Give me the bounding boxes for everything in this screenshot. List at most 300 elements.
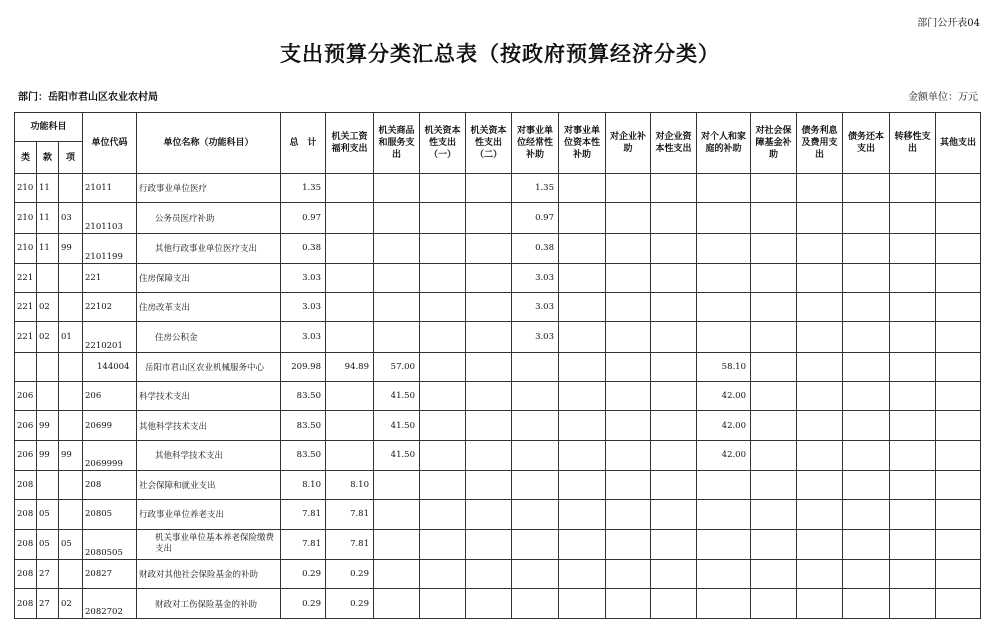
- cell-c3: [420, 500, 466, 529]
- cell-c9: [697, 559, 751, 588]
- table-row: [15, 500, 981, 529]
- cell-c3: [420, 233, 466, 263]
- cell-c4: [466, 470, 512, 499]
- cell-c7: [606, 322, 651, 352]
- cell-c10: [751, 589, 797, 619]
- cell-c4: [466, 411, 512, 440]
- cell-total: 83.50: [281, 382, 326, 411]
- cell-c10: [751, 470, 797, 499]
- cell-c6: [559, 352, 606, 381]
- cell-c12: [843, 589, 890, 619]
- header-c9: 对个人和家庭的补助: [697, 113, 751, 174]
- cell-c1: 8.10: [326, 470, 374, 499]
- cell-c12: [843, 470, 890, 499]
- cell-code: 2069999: [83, 440, 137, 470]
- cell-c2: [374, 589, 420, 619]
- cell-name: 科学技术支出: [137, 382, 281, 411]
- cell-total: 1.35: [281, 174, 326, 203]
- cell-lei: 210: [15, 233, 37, 263]
- cell-lei: 206: [15, 411, 37, 440]
- cell-c14: [936, 382, 981, 411]
- cell-c14: [936, 322, 981, 352]
- cell-lei: 206: [15, 382, 37, 411]
- table-row: [15, 263, 981, 292]
- cell-code: 22102: [83, 293, 137, 322]
- cell-c6: [559, 263, 606, 292]
- cell-c8: [651, 440, 697, 470]
- cell-total: 0.29: [281, 589, 326, 619]
- cell-c4: [466, 352, 512, 381]
- cell-c7: [606, 411, 651, 440]
- cell-code: 2210201: [83, 322, 137, 352]
- table-row: [15, 203, 981, 233]
- cell-c7: [606, 440, 651, 470]
- cell-c12: [843, 203, 890, 233]
- cell-code: 221: [83, 263, 137, 292]
- cell-c14: [936, 293, 981, 322]
- cell-c11: [797, 174, 843, 203]
- cell-kuan: 02: [37, 322, 59, 352]
- cell-c8: [651, 352, 697, 381]
- cell-c8: [651, 589, 697, 619]
- cell-c12: [843, 500, 890, 529]
- cell-c12: [843, 352, 890, 381]
- cell-lei: [15, 352, 37, 381]
- cell-name: 住房公积金: [137, 322, 281, 352]
- cell-code: 208: [83, 470, 137, 499]
- header-lei: 类: [15, 142, 37, 174]
- header-xiang: 项: [59, 142, 83, 174]
- cell-c12: [843, 174, 890, 203]
- cell-c4: [466, 559, 512, 588]
- cell-kuan: 27: [37, 589, 59, 619]
- cell-xiang: [59, 559, 83, 588]
- cell-c3: [420, 263, 466, 292]
- cell-c12: [843, 529, 890, 559]
- cell-c9: [697, 500, 751, 529]
- cell-c12: [843, 411, 890, 440]
- cell-name: 财政对其他社会保险基金的补助: [137, 559, 281, 588]
- header-function-group: 功能科目: [15, 113, 83, 142]
- cell-c1: [326, 440, 374, 470]
- cell-c9: [697, 263, 751, 292]
- cell-lei: 208: [15, 470, 37, 499]
- cell-c6: [559, 559, 606, 588]
- cell-c11: [797, 322, 843, 352]
- cell-c7: [606, 559, 651, 588]
- cell-c6: [559, 470, 606, 499]
- cell-c1: [326, 382, 374, 411]
- form-number: 部门公开表04: [917, 18, 980, 29]
- cell-c14: [936, 203, 981, 233]
- cell-c5: [512, 440, 559, 470]
- cell-total: 3.03: [281, 263, 326, 292]
- header-unit-name: 单位名称（功能科目）: [137, 113, 281, 174]
- cell-c12: [843, 382, 890, 411]
- cell-c2: 57.00: [374, 352, 420, 381]
- header-total: 总 计: [281, 113, 326, 174]
- cell-c10: [751, 174, 797, 203]
- table-row: [15, 589, 981, 619]
- cell-xiang: [59, 293, 83, 322]
- cell-c7: [606, 500, 651, 529]
- header-c3: 机关资本性支出（一）: [420, 113, 466, 174]
- page-title: 支出预算分类汇总表（按政府预算经济分类）: [280, 41, 720, 66]
- cell-c6: [559, 322, 606, 352]
- header-c14: 其他支出: [936, 113, 981, 174]
- header-c5: 对事业单位经常性补助: [512, 113, 559, 174]
- cell-c1: 7.81: [326, 500, 374, 529]
- cell-c2: [374, 470, 420, 499]
- cell-code: 2082702: [83, 589, 137, 619]
- cell-name: 机关事业单位基本养老保险缴费支出: [137, 529, 281, 559]
- cell-code: 20699: [83, 411, 137, 440]
- cell-c14: [936, 411, 981, 440]
- cell-kuan: 11: [37, 233, 59, 263]
- cell-c3: [420, 559, 466, 588]
- cell-c13: [890, 382, 936, 411]
- cell-total: 7.81: [281, 500, 326, 529]
- cell-code: 2080505: [83, 529, 137, 559]
- cell-c10: [751, 529, 797, 559]
- header-c10: 对社会保障基金补助: [751, 113, 797, 174]
- table-row: [15, 382, 981, 411]
- cell-c7: [606, 470, 651, 499]
- cell-c13: [890, 529, 936, 559]
- cell-c1: 0.29: [326, 559, 374, 588]
- cell-c3: [420, 174, 466, 203]
- cell-c11: [797, 411, 843, 440]
- cell-c7: [606, 352, 651, 381]
- cell-c7: [606, 293, 651, 322]
- table-row: [15, 233, 981, 263]
- cell-c4: [466, 233, 512, 263]
- cell-c2: [374, 293, 420, 322]
- cell-c13: [890, 440, 936, 470]
- cell-c11: [797, 559, 843, 588]
- cell-c10: [751, 559, 797, 588]
- header-c7: 对企业补助: [606, 113, 651, 174]
- cell-total: 3.03: [281, 293, 326, 322]
- cell-c1: [326, 203, 374, 233]
- cell-c11: [797, 293, 843, 322]
- header-c13: 转移性支出: [890, 113, 936, 174]
- cell-c6: [559, 203, 606, 233]
- cell-c8: [651, 411, 697, 440]
- cell-c2: [374, 233, 420, 263]
- cell-c2: [374, 174, 420, 203]
- cell-c14: [936, 589, 981, 619]
- cell-c8: [651, 529, 697, 559]
- cell-c2: 41.50: [374, 411, 420, 440]
- cell-c4: [466, 589, 512, 619]
- cell-c11: [797, 263, 843, 292]
- cell-c11: [797, 382, 843, 411]
- cell-lei: 208: [15, 589, 37, 619]
- header-c6: 对事业单位资本性补助: [559, 113, 606, 174]
- cell-lei: 221: [15, 322, 37, 352]
- cell-c6: [559, 529, 606, 559]
- cell-lei: 221: [15, 263, 37, 292]
- cell-c9: 42.00: [697, 440, 751, 470]
- cell-c11: [797, 500, 843, 529]
- cell-total: 83.50: [281, 440, 326, 470]
- cell-code: 21011: [83, 174, 137, 203]
- cell-c6: [559, 233, 606, 263]
- cell-c8: [651, 382, 697, 411]
- header-c2: 机关商品和服务支出: [374, 113, 420, 174]
- cell-c3: [420, 411, 466, 440]
- cell-c13: [890, 589, 936, 619]
- cell-kuan: 02: [37, 293, 59, 322]
- cell-c8: [651, 500, 697, 529]
- cell-c11: [797, 203, 843, 233]
- cell-c7: [606, 263, 651, 292]
- cell-c1: [326, 322, 374, 352]
- cell-kuan: 05: [37, 500, 59, 529]
- cell-name: 行政事业单位医疗: [137, 174, 281, 203]
- cell-c12: [843, 293, 890, 322]
- cell-c14: [936, 440, 981, 470]
- cell-kuan: 27: [37, 559, 59, 588]
- cell-c4: [466, 174, 512, 203]
- cell-xiang: [59, 382, 83, 411]
- cell-c2: 41.50: [374, 440, 420, 470]
- cell-c14: [936, 529, 981, 559]
- cell-c6: [559, 382, 606, 411]
- cell-c2: [374, 559, 420, 588]
- cell-kuan: [37, 470, 59, 499]
- cell-c11: [797, 352, 843, 381]
- cell-c8: [651, 322, 697, 352]
- cell-c3: [420, 470, 466, 499]
- cell-c5: [512, 382, 559, 411]
- cell-c3: [420, 203, 466, 233]
- cell-c12: [843, 233, 890, 263]
- cell-c14: [936, 233, 981, 263]
- cell-code: 2101103: [83, 203, 137, 233]
- cell-c5: [512, 529, 559, 559]
- cell-c1: [326, 263, 374, 292]
- cell-c10: [751, 352, 797, 381]
- table-row: [15, 322, 981, 352]
- cell-kuan: 11: [37, 174, 59, 203]
- cell-c3: [420, 382, 466, 411]
- cell-c9: [697, 529, 751, 559]
- cell-c9: [697, 203, 751, 233]
- cell-xiang: 01: [59, 322, 83, 352]
- cell-c11: [797, 589, 843, 619]
- table-row: [15, 559, 981, 588]
- cell-c10: [751, 322, 797, 352]
- cell-xiang: [59, 470, 83, 499]
- cell-c5: 0.38: [512, 233, 559, 263]
- cell-c3: [420, 293, 466, 322]
- cell-c2: [374, 322, 420, 352]
- cell-total: 7.81: [281, 529, 326, 559]
- cell-c8: [651, 174, 697, 203]
- cell-c14: [936, 174, 981, 203]
- cell-xiang: 99: [59, 233, 83, 263]
- cell-c13: [890, 559, 936, 588]
- cell-c6: [559, 411, 606, 440]
- cell-code: 206: [83, 382, 137, 411]
- cell-c13: [890, 322, 936, 352]
- cell-c13: [890, 263, 936, 292]
- cell-c1: 0.29: [326, 589, 374, 619]
- cell-c4: [466, 293, 512, 322]
- cell-name: 住房保障支出: [137, 263, 281, 292]
- cell-c14: [936, 352, 981, 381]
- cell-lei: 210: [15, 174, 37, 203]
- cell-c1: [326, 174, 374, 203]
- table-row: [15, 352, 981, 381]
- cell-lei: 206: [15, 440, 37, 470]
- cell-c5: 3.03: [512, 293, 559, 322]
- cell-name: 岳阳市君山区农业机械服务中心: [137, 352, 281, 381]
- cell-c12: [843, 440, 890, 470]
- cell-total: 0.29: [281, 559, 326, 588]
- cell-c10: [751, 293, 797, 322]
- cell-c8: [651, 293, 697, 322]
- cell-c7: [606, 529, 651, 559]
- cell-lei: 208: [15, 500, 37, 529]
- cell-c7: [606, 174, 651, 203]
- cell-total: 209.98: [281, 352, 326, 381]
- cell-c13: [890, 233, 936, 263]
- header-c11: 债务利息及费用支出: [797, 113, 843, 174]
- cell-c9: [697, 470, 751, 499]
- cell-c4: [466, 203, 512, 233]
- cell-c5: 1.35: [512, 174, 559, 203]
- cell-c5: [512, 500, 559, 529]
- cell-c14: [936, 263, 981, 292]
- cell-xiang: [59, 500, 83, 529]
- cell-kuan: [37, 382, 59, 411]
- cell-c4: [466, 529, 512, 559]
- cell-c4: [466, 440, 512, 470]
- cell-c8: [651, 233, 697, 263]
- cell-total: 83.50: [281, 411, 326, 440]
- cell-c7: [606, 203, 651, 233]
- cell-total: 0.97: [281, 203, 326, 233]
- cell-c2: [374, 203, 420, 233]
- cell-xiang: 05: [59, 529, 83, 559]
- cell-total: 3.03: [281, 322, 326, 352]
- cell-code: 20827: [83, 559, 137, 588]
- cell-xiang: [59, 352, 83, 381]
- cell-c13: [890, 470, 936, 499]
- cell-c1: 94.89: [326, 352, 374, 381]
- cell-c2: [374, 529, 420, 559]
- cell-c10: [751, 263, 797, 292]
- cell-c13: [890, 411, 936, 440]
- cell-c10: [751, 233, 797, 263]
- cell-c10: [751, 440, 797, 470]
- budget-table: [14, 112, 981, 619]
- header-unit-code: 单位代码: [83, 113, 137, 174]
- cell-lei: 210: [15, 203, 37, 233]
- cell-name: 其他行政事业单位医疗支出: [137, 233, 281, 263]
- cell-xiang: 99: [59, 440, 83, 470]
- cell-c14: [936, 559, 981, 588]
- cell-c3: [420, 589, 466, 619]
- cell-xiang: 02: [59, 589, 83, 619]
- cell-c4: [466, 382, 512, 411]
- header-c4: 机关资本性支出（二）: [466, 113, 512, 174]
- cell-c8: [651, 559, 697, 588]
- cell-c9: 58.10: [697, 352, 751, 381]
- cell-lei: 208: [15, 559, 37, 588]
- cell-c4: [466, 322, 512, 352]
- table-row: [15, 529, 981, 559]
- table-row: [15, 174, 981, 203]
- table-row: [15, 440, 981, 470]
- cell-lei: 221: [15, 293, 37, 322]
- amount-unit-label: 金额单位：万元: [908, 92, 978, 103]
- cell-c5: 3.03: [512, 263, 559, 292]
- cell-name: 其他科学技术支出: [137, 440, 281, 470]
- cell-c5: [512, 352, 559, 381]
- cell-c6: [559, 500, 606, 529]
- cell-c7: [606, 589, 651, 619]
- cell-c2: [374, 500, 420, 529]
- cell-xiang: [59, 263, 83, 292]
- cell-c13: [890, 174, 936, 203]
- cell-name: 公务员医疗补助: [137, 203, 281, 233]
- cell-code: 144004: [83, 352, 137, 381]
- cell-kuan: [37, 352, 59, 381]
- cell-c8: [651, 263, 697, 292]
- cell-c9: [697, 293, 751, 322]
- header-kuan: 款: [37, 142, 59, 174]
- cell-c4: [466, 263, 512, 292]
- cell-c11: [797, 529, 843, 559]
- cell-name: 其他科学技术支出: [137, 411, 281, 440]
- cell-c1: [326, 411, 374, 440]
- cell-c5: 0.97: [512, 203, 559, 233]
- cell-c1: [326, 233, 374, 263]
- cell-c6: [559, 589, 606, 619]
- cell-c3: [420, 440, 466, 470]
- cell-lei: 208: [15, 529, 37, 559]
- department-label: 部门：岳阳市君山区农业农村局: [18, 92, 158, 103]
- header-c12: 债务还本支出: [843, 113, 890, 174]
- cell-c13: [890, 293, 936, 322]
- table-row: [15, 293, 981, 322]
- cell-c10: [751, 203, 797, 233]
- cell-c10: [751, 411, 797, 440]
- cell-xiang: [59, 411, 83, 440]
- cell-c3: [420, 529, 466, 559]
- cell-code: 20805: [83, 500, 137, 529]
- cell-c13: [890, 203, 936, 233]
- cell-c10: [751, 382, 797, 411]
- cell-c4: [466, 500, 512, 529]
- cell-c11: [797, 470, 843, 499]
- cell-c3: [420, 322, 466, 352]
- cell-c1: [326, 293, 374, 322]
- cell-name: 住房改革支出: [137, 293, 281, 322]
- cell-c9: [697, 322, 751, 352]
- cell-kuan: 11: [37, 203, 59, 233]
- cell-total: 8.10: [281, 470, 326, 499]
- cell-c11: [797, 233, 843, 263]
- cell-kuan: 05: [37, 529, 59, 559]
- cell-kuan: 99: [37, 411, 59, 440]
- cell-c8: [651, 203, 697, 233]
- cell-c14: [936, 470, 981, 499]
